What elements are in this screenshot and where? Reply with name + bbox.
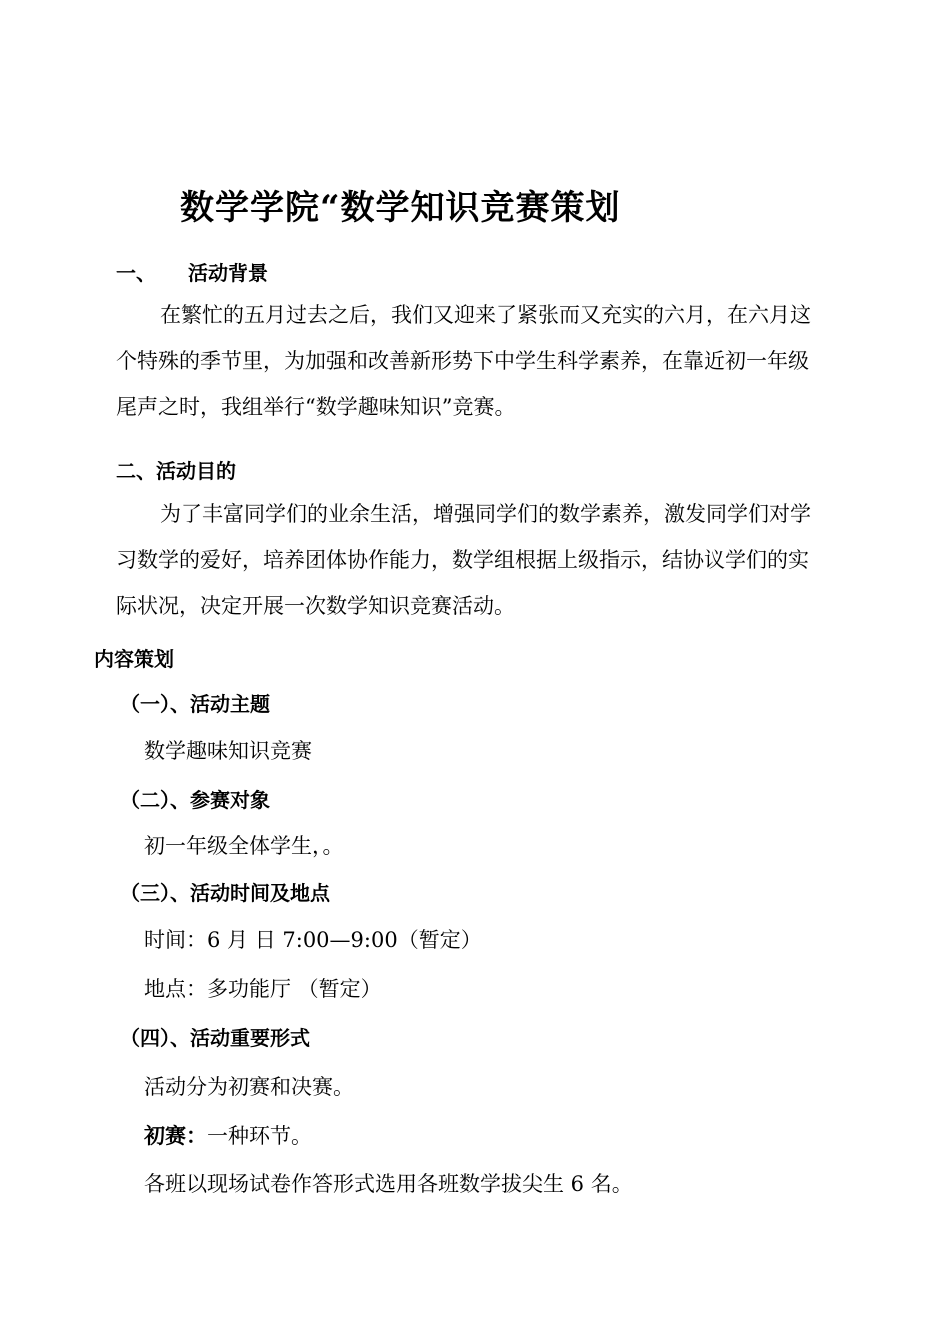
subsection-heading-participants: （二）、参赛对象 <box>120 788 270 812</box>
section-title: 活动背景 <box>188 261 268 285</box>
section-number: 一、 <box>116 261 156 285</box>
prelim-line <box>144 1120 312 1150</box>
paragraph-purpose <box>116 491 816 629</box>
section-heading-background <box>116 257 268 286</box>
section-heading-content: 内容策划 <box>94 647 174 671</box>
prelim-text: 一种环节。 <box>207 1124 312 1148</box>
subsection-heading-format: （四）、活动重要形式 <box>120 1026 310 1050</box>
paragraph-text: 为了丰富同学们的业余生活，增强同学们的数学素养，激发同学们对学习数学的爱好，培养团体协作能力，数学组根据上级指示，结协议学们的实际状况，决定开展一次数学知识竞赛活动。 <box>116 502 811 618</box>
place-text: 地点：多功能厅 （暂定） <box>144 977 382 1001</box>
selection-text: 各班以现场试卷作答形式选用各班数学拔尖生 6 名。 <box>144 1172 633 1196</box>
subsection-heading-time-place: （三）、活动时间及地点 <box>120 881 330 905</box>
prelim-label: 初赛： <box>144 1123 207 1148</box>
section-heading-purpose: 二、活动目的 <box>116 459 236 483</box>
subsection-heading-theme: （一）、活动主题 <box>120 692 270 716</box>
format-text: 活动分为初赛和决赛。 <box>144 1075 354 1099</box>
document-title: 数学学院“数学知识竞赛策划 <box>180 188 621 228</box>
paragraph-background <box>116 292 816 430</box>
time-text: 时间：6 月 日 7:00—9:00（暂定） <box>144 928 482 952</box>
paragraph-text: 在繁忙的五月过去之后，我们又迎来了紧张而又充实的六月，在六月这个特殊的季节里，为加强和改善新形势下中学生科学素养，在靠近初一年级尾声之时，我组举行“数学趣味知识”竞赛。 <box>116 303 811 419</box>
theme-text: 数学趣味知识竞赛 <box>144 739 312 763</box>
participants-text: 初一年级全体学生，。 <box>144 834 344 858</box>
